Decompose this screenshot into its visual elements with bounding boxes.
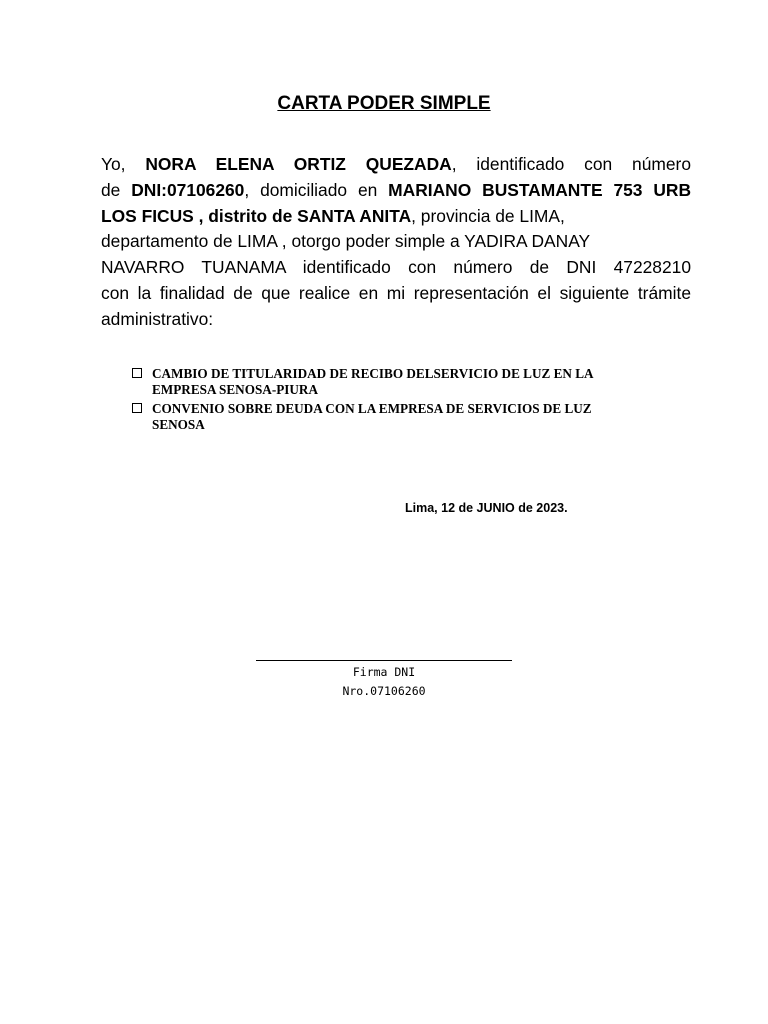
body-paragraph bbox=[101, 152, 691, 333]
paragraph-line-7: administrativo: bbox=[101, 308, 214, 329]
document-title: CARTA PODER SIMPLE bbox=[277, 93, 491, 114]
paragraph-line-2: de DNI:07106260, domiciliado en MARIANO BUSTAMANTE 753 URB bbox=[101, 179, 692, 200]
checkbox-icon bbox=[132, 403, 142, 413]
paragraph-line-1: Yo, NORA ELENA ORTIZ QUEZADA, identificado con número bbox=[101, 154, 691, 174]
paragraph-line-6: con la finalidad de que realice en mi representación el siguiente trámite bbox=[101, 282, 691, 303]
checkbox-icon bbox=[132, 368, 142, 378]
procedure-list bbox=[132, 366, 692, 436]
list-item-line: SENOSA bbox=[152, 417, 205, 432]
paragraph-line-4: departamento de LIMA , otorgo poder simple a YADIRA DANAY bbox=[101, 231, 591, 252]
paragraph-line-5: NAVARRO TUANAMA identificado con número de DNI 47228210 bbox=[101, 257, 691, 278]
list-item-line: CONVENIO SOBRE DEUDA CON LA EMPRESA DE SERVICIOS DE LUZ bbox=[152, 401, 592, 416]
date-line: Lima, 12 de JUNIO de 2023. bbox=[405, 501, 568, 515]
signature-label: Firma DNI bbox=[352, 665, 416, 679]
list-item bbox=[132, 401, 692, 433]
list-item-line: EMPRESA SENOSA-PIURA bbox=[152, 382, 318, 397]
list-item bbox=[132, 366, 692, 398]
list-item-line: CAMBIO DE TITULARIDAD DE RECIBO DELSERVICIO DE LUZ EN LA bbox=[152, 366, 594, 381]
signature-dni: Nro.07106260 bbox=[342, 684, 426, 698]
paragraph-line-3: LOS FICUS , distrito de SANTA ANITA, provincia de LIMA, bbox=[101, 205, 565, 226]
signature-line bbox=[256, 660, 512, 661]
